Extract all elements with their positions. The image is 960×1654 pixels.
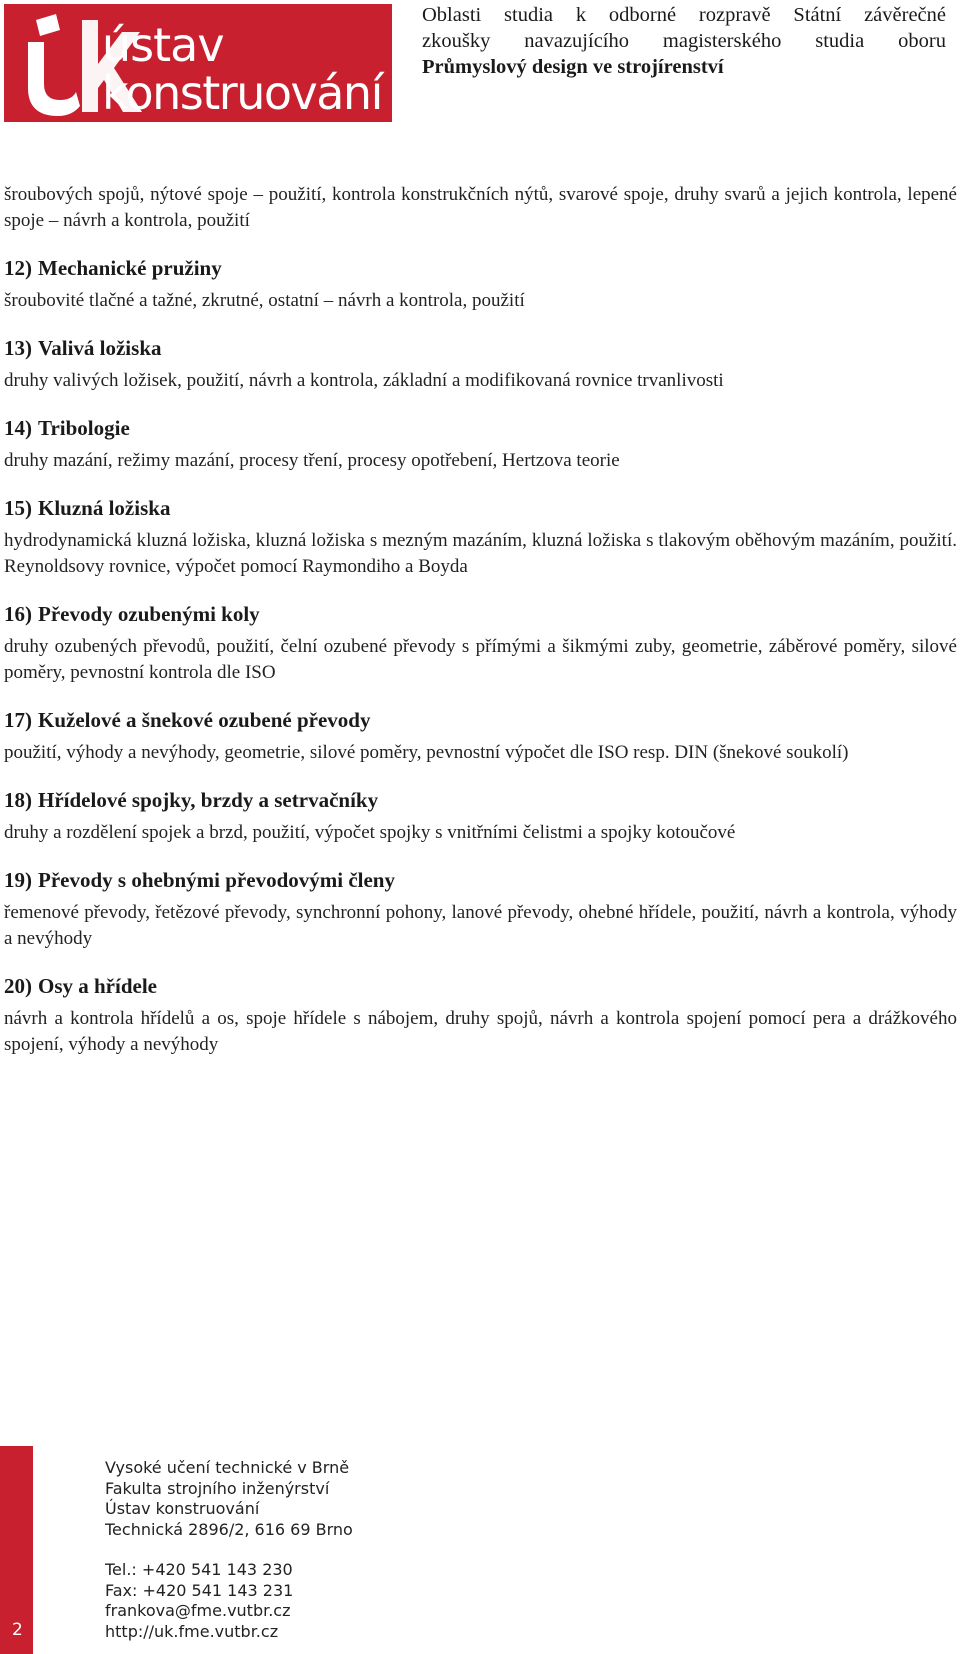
- section-14: [4, 414, 957, 474]
- section-heading: [4, 334, 957, 362]
- footer-address-line: Ústav konstruování: [105, 1499, 260, 1518]
- section-text: druhy valivých ložisek, použití, návrh a kontrola, základní a modifikovaná rovnice trvanlivosti: [4, 370, 724, 391]
- document-body: [4, 182, 957, 1058]
- section-text: hydrodynamická kluzná ložiska, kluzná ložiska s mezným mazáním, kluzná ložiska s tlakovým oběhovým mazáním, použití. Reynoldsovy rovnice, výpočet pomocí Raymondiho a Boyda: [4, 530, 957, 577]
- section-title: Kuželové a šnekové ozubené převody: [38, 708, 371, 732]
- footer-fax: Fax: +420 541 143 231: [105, 1580, 294, 1600]
- section-heading: [4, 786, 957, 814]
- section-heading: [4, 414, 957, 442]
- section-text: návrh a kontrola hřídelů a os, spoje hřídele s nábojem, druhy spojů, návrh a kontrola spojení pomocí pera a drážkového spojení, výhody a nevýhody: [4, 1008, 957, 1055]
- section-title: Převody ozubenými koly: [38, 602, 260, 626]
- section-number: 14): [4, 416, 32, 440]
- section-heading: [4, 972, 957, 1000]
- section-number: 13): [4, 336, 32, 360]
- footer-address: [105, 1458, 353, 1540]
- section-number: 17): [4, 708, 32, 732]
- section-heading: [4, 706, 957, 734]
- section-number: 16): [4, 602, 32, 626]
- section-19: [4, 866, 957, 952]
- section-text: řemenové převody, řetězové převody, synchronní pohony, lanové převody, ohebné hřídele, použití, návrh a kontrola, výhody a nevýhody: [4, 902, 957, 949]
- section-text: použití, výhody a nevýhody, geometrie, silové poměry, pevnostní výpočet dle ISO resp. DIN (šnekové soukolí): [4, 742, 849, 763]
- footer-phone: Tel.: +420 541 143 230: [105, 1560, 293, 1579]
- section-13: [4, 334, 957, 394]
- section-20: [4, 972, 957, 1058]
- title-line-1: Oblasti studia k odborné rozpravě Státní závěrečné: [422, 4, 946, 26]
- section-15: [4, 494, 957, 580]
- section-title: Převody s ohebnými převodovými členy: [38, 868, 395, 892]
- section-text: druhy a rozdělení spojek a brzd, použití, výpočet spojky s vnitřními čelistmi a spojky kotoučové: [4, 822, 736, 843]
- section-16: [4, 600, 957, 686]
- footer-address-line: Technická 2896/2, 616 69 Brno: [105, 1519, 353, 1539]
- section-12: [4, 254, 957, 314]
- page-number: 2: [12, 1620, 23, 1640]
- section-number: 20): [4, 974, 32, 998]
- section-title: Osy a hřídele: [38, 974, 157, 998]
- section-text: šroubovité tlačné a tažné, zkrutné, ostatní – návrh a kontrola, použití: [4, 290, 525, 311]
- section-number: 18): [4, 788, 32, 812]
- title-line-3: Průmyslový design ve strojírenství: [422, 56, 724, 78]
- intro-paragraph: šroubových spojů, nýtové spoje – použití, kontrola konstrukčních nýtů, svarové spoje, druhy svarů a jejich kontrola, lepené spoje – návrh a kontrola, použití: [4, 184, 957, 231]
- section-text: druhy mazání, režimy mazání, procesy tření, procesy opotřebení, Hertzova teorie: [4, 450, 620, 471]
- section-title: Kluzná ložiska: [38, 496, 171, 520]
- logo-text-line1: ústav: [102, 18, 224, 72]
- section-number: 15): [4, 496, 32, 520]
- section-heading: [4, 254, 957, 282]
- section-18: [4, 786, 957, 846]
- footer-email-link[interactable]: frankova@fme.vutbr.cz: [105, 1601, 291, 1620]
- logo-text-line2: konstruování: [102, 66, 382, 120]
- section-number: 19): [4, 868, 32, 892]
- section-heading: [4, 600, 957, 628]
- section-17: [4, 706, 957, 766]
- institute-logo: [4, 4, 392, 122]
- section-title: Mechanické pružiny: [38, 256, 222, 280]
- section-title: Valivá ložiska: [38, 336, 162, 360]
- section-title: Tribologie: [38, 416, 130, 440]
- footer-address-line: Fakulta strojního inženýrství: [105, 1478, 330, 1498]
- document-title: [422, 2, 946, 80]
- section-title: Hřídelové spojky, brzdy a setrvačníky: [38, 788, 379, 812]
- section-heading: [4, 866, 957, 894]
- title-line-2: zkoušky navazujícího magisterského studia oboru: [422, 30, 946, 52]
- footer-address-line: Vysoké učení technické v Brně: [105, 1458, 350, 1477]
- footer-website-link[interactable]: http://uk.fme.vutbr.cz: [105, 1621, 279, 1641]
- section-heading: [4, 494, 957, 522]
- section-number: 12): [4, 256, 32, 280]
- footer-contact: [105, 1560, 293, 1642]
- section-text: druhy ozubených převodů, použití, čelní ozubené převody s přímými a šikmými zuby, geometrie, záběrové poměry, silové poměry, pevnostní kontrola dle ISO: [4, 636, 957, 683]
